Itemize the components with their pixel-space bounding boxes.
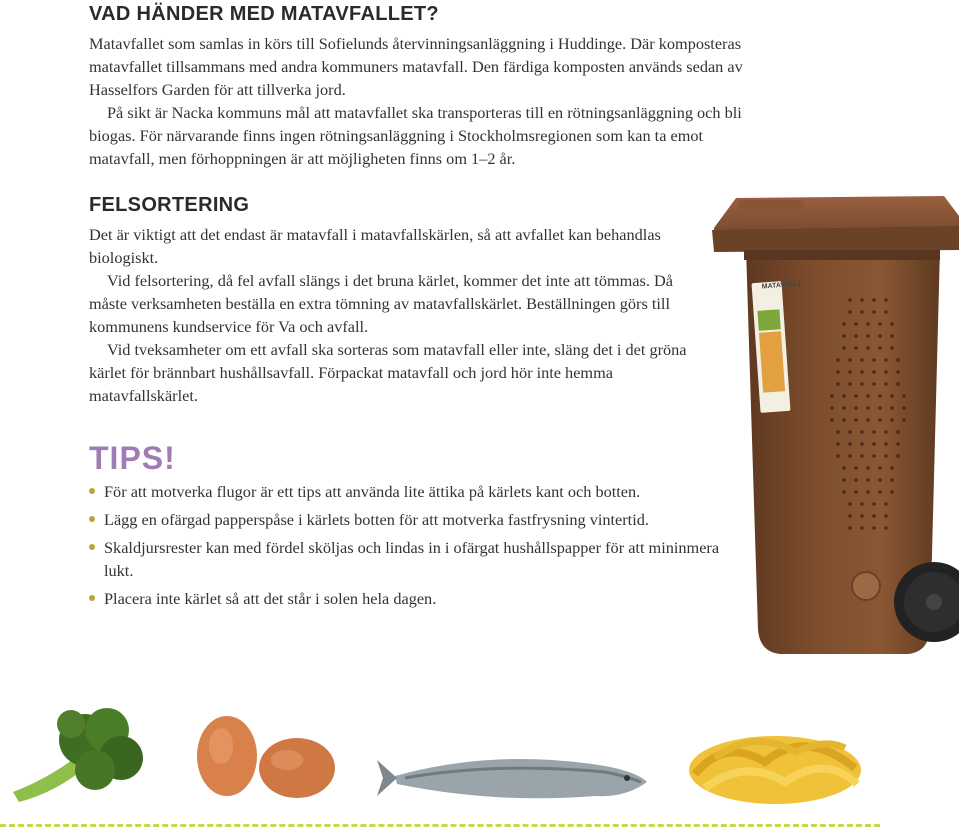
vent-hole: [842, 490, 846, 494]
vent-hole: [872, 526, 876, 530]
vent-hole: [896, 454, 900, 458]
vent-hole: [884, 526, 888, 530]
vent-hole: [896, 430, 900, 434]
list-item: [89, 508, 729, 531]
vent-hole: [890, 322, 894, 326]
bullet-icon: [89, 516, 95, 522]
vent-hole: [896, 358, 900, 362]
vent-hole: [842, 418, 846, 422]
vent-hole: [866, 490, 870, 494]
vent-hole: [866, 478, 870, 482]
heading-what-happens: VAD HÄNDER MED MATAVFALLET?: [89, 3, 439, 25]
vent-hole: [854, 346, 858, 350]
tip-text: Skaldjursrester kan med fördel sköljas och lindas in i ofärgat hushållspapper för att mininmera lukt.: [104, 538, 720, 580]
vent-hole: [860, 310, 864, 314]
food-waste-bin-image: [708, 190, 959, 660]
vent-hole: [860, 370, 864, 374]
tips-list: [89, 480, 729, 615]
vent-hole: [878, 478, 882, 482]
vent-hole: [848, 310, 852, 314]
vent-hole: [848, 430, 852, 434]
vent-hole: [830, 418, 834, 422]
vent-hole: [878, 490, 882, 494]
vent-hole: [902, 406, 906, 410]
vent-hole: [884, 358, 888, 362]
vent-hole: [872, 382, 876, 386]
vent-hole: [878, 406, 882, 410]
vent-hole: [854, 394, 858, 398]
vent-hole: [848, 442, 852, 446]
vent-hole: [866, 334, 870, 338]
list-item: [89, 587, 729, 610]
heading-missorting: FELSORTERING: [89, 194, 250, 216]
vent-hole: [890, 394, 894, 398]
list-item: [89, 536, 729, 582]
vent-hole: [884, 310, 888, 314]
vent-hole: [848, 370, 852, 374]
vent-hole: [842, 334, 846, 338]
vent-hole: [854, 322, 858, 326]
vent-hole: [884, 298, 888, 302]
vent-hole: [842, 394, 846, 398]
vent-hole: [854, 334, 858, 338]
vent-hole: [896, 382, 900, 386]
vent-hole: [866, 322, 870, 326]
vent-hole: [836, 442, 840, 446]
vent-hole: [890, 490, 894, 494]
bullet-icon: [89, 488, 95, 494]
vent-hole: [866, 394, 870, 398]
bin-label-text: MATAVFALL: [761, 280, 803, 291]
vent-hole: [902, 418, 906, 422]
vent-hole: [896, 442, 900, 446]
vent-hole: [890, 346, 894, 350]
vent-hole: [848, 514, 852, 518]
vent-hole: [860, 430, 864, 434]
vent-hole: [878, 346, 882, 350]
vent-hole: [842, 346, 846, 350]
vent-hole: [884, 442, 888, 446]
vent-hole: [848, 526, 852, 530]
vent-hole: [860, 382, 864, 386]
vent-hole: [872, 454, 876, 458]
vent-hole: [854, 490, 858, 494]
vent-hole: [848, 382, 852, 386]
eggs-image: [195, 712, 340, 802]
vent-hole: [848, 298, 852, 302]
vent-hole: [860, 454, 864, 458]
vent-hole: [836, 358, 840, 362]
vent-hole: [860, 298, 864, 302]
vent-hole: [872, 310, 876, 314]
vent-hole: [860, 502, 864, 506]
paragraph: Det är viktigt att det endast är matavfall i matavfallskärlen, så att avfallet kan behandlas biologiskt.: [89, 225, 661, 267]
vent-hole: [830, 394, 834, 398]
vent-hole: [872, 430, 876, 434]
vent-hole: [854, 406, 858, 410]
vent-hole: [848, 502, 852, 506]
paragraph: Matavfallet som samlas in körs till Sofielunds återvinningsanläggning i Huddinge. Där komposteras matavfallet tillsammans med andra kommuners matavfall. Den färdiga komposten används sedan av Hasselfors Garden för att tillverka jord.: [89, 34, 743, 99]
vent-hole: [842, 466, 846, 470]
vent-hole: [854, 418, 858, 422]
vent-hole: [872, 298, 876, 302]
vent-hole: [890, 466, 894, 470]
vent-hole: [902, 394, 906, 398]
vent-hole: [842, 322, 846, 326]
broccoli-image: [5, 700, 145, 805]
vent-hole: [890, 406, 894, 410]
vent-hole: [884, 370, 888, 374]
vent-hole: [860, 526, 864, 530]
vent-hole: [878, 322, 882, 326]
vent-hole: [872, 370, 876, 374]
vent-hole: [866, 418, 870, 422]
pasta-image: [685, 718, 865, 806]
vent-hole: [842, 478, 846, 482]
vent-hole: [878, 394, 882, 398]
vent-hole: [872, 502, 876, 506]
tip-text: Placera inte kärlet så att det står i solen hela dagen.: [104, 589, 437, 608]
vent-hole: [890, 418, 894, 422]
list-item: [89, 480, 729, 503]
vent-hole: [830, 406, 834, 410]
vent-hole: [872, 442, 876, 446]
dashed-divider: [0, 824, 880, 827]
vent-hole: [866, 406, 870, 410]
bullet-icon: [89, 544, 95, 550]
vent-hole: [872, 514, 876, 518]
vent-hole: [836, 430, 840, 434]
vent-hole: [878, 466, 882, 470]
vent-hole: [860, 514, 864, 518]
vent-hole: [896, 370, 900, 374]
vent-hole: [890, 478, 894, 482]
vent-hole: [878, 418, 882, 422]
vent-hole: [884, 514, 888, 518]
vent-hole: [884, 430, 888, 434]
vent-hole: [854, 478, 858, 482]
vent-hole: [860, 358, 864, 362]
tip-text: För att motverka flugor är ett tips att använda lite ättika på kärlets kant och botten.: [104, 482, 641, 501]
bullet-icon: [89, 595, 95, 601]
vent-hole: [890, 334, 894, 338]
tip-text: Lägg en ofärgad papperspåse i kärlets botten för att motverka fastfrysning vintertid.: [104, 510, 649, 529]
vent-hole: [836, 454, 840, 458]
vent-hole: [860, 442, 864, 446]
vent-hole: [884, 382, 888, 386]
vent-hole: [848, 358, 852, 362]
vent-hole: [842, 406, 846, 410]
vent-hole: [866, 346, 870, 350]
vent-hole: [836, 382, 840, 386]
paragraph: Vid tveksamheter om ett avfall ska sorteras som matavfall eller inte, släng det i det gröna kärlet för brännbart hushållsavfall. Förpackat matavfall och jord hör inte hemma matavfallskärlet.: [89, 340, 687, 405]
vent-hole: [872, 358, 876, 362]
vent-hole: [848, 454, 852, 458]
paragraph: Vid felsortering, då fel avfall slängs i det bruna kärlet, kommer det inte att tömmas. Då måste verksamheten beställa en extra tömning av matavfallskärlet. Beställningen görs till kommunens kundservice för Va och avfall.: [89, 271, 673, 336]
vent-hole: [878, 334, 882, 338]
tips-heading: TIPS!: [89, 440, 176, 476]
vent-hole: [884, 502, 888, 506]
fish-image: [375, 748, 650, 806]
paragraph: På sikt är Nacka kommuns mål att matavfallet ska transporteras till en rötningsanläggning och bli biogas. För närvarande finns ingen rötningsanläggning i Stockholmsregionen som kan ta emot matavfall, men förhoppningen är att möjligheten finns om 1–2 år.: [89, 103, 742, 168]
vent-hole: [884, 454, 888, 458]
vent-hole: [836, 370, 840, 374]
vent-hole: [854, 466, 858, 470]
vent-hole: [866, 466, 870, 470]
